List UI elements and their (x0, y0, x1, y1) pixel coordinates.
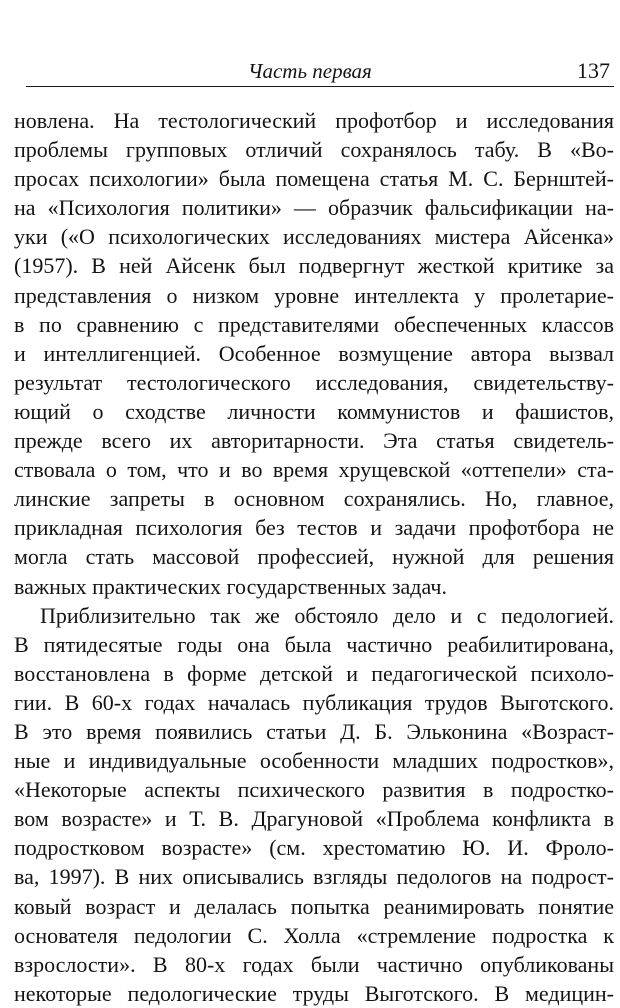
text-line: линские запреты в основном сохранялись. Но, главное, (14, 486, 614, 512)
text-line: ствовала о том, что и во время хрущевской «оттепели» ста- (14, 457, 614, 483)
text-line: основателя педологии С. Холла «стремление подростка к (14, 922, 614, 948)
text-line: на «Психология политики» — образчик фальсификации на- (14, 195, 614, 221)
text-line: просах психологии» была помещена статья М. С. Бернштей- (14, 166, 614, 192)
text-line: в по сравнению с представителями обеспеченных классов (14, 311, 614, 337)
text-line: «Некоторые аспекты психического развития в подростко- (14, 777, 614, 803)
header-rule (26, 86, 614, 87)
text-line: представления о низком уровне интеллекта у пролетарие- (14, 282, 614, 308)
text-line: уки («О психологических исследованиях мистера Айсенка» (14, 224, 614, 250)
text-line: ва, 1997). В них описывались взгляды педологов на подрост- (14, 864, 614, 890)
paragraph-2 (14, 601, 614, 1008)
text-line: взрослости». В 80-х годах были частично опубликованы (14, 951, 614, 977)
text-line: ющий о сходстве личности коммунистов и фашистов, (14, 398, 614, 424)
text-line: (1957). В ней Айсенк был подвергнут жесткой критике за (14, 253, 614, 279)
text-line: В это время появились статьи Д. Б. Эльконина «Возраст- (14, 718, 614, 744)
text-line: ковый возраст и делалась попытка реанимировать понятие (14, 893, 614, 919)
body-text (14, 106, 614, 1008)
text-line: прежде всего их авторитарности. Эта статья свидетель- (14, 428, 614, 454)
paragraph-1 (14, 106, 614, 601)
text-line: восстановлена в форме детской и педагогической психоло- (14, 660, 614, 686)
text-line: проблемы групповых отличий сохранялось табу. В «Во- (14, 137, 614, 163)
text-line: Приблизительно так же обстояло дело и с педологией. (40, 602, 614, 628)
text-line: ные и индивидуальные особенности младших подростков», (14, 748, 614, 774)
text-line: прикладная психология без тестов и задачи профотбора не (14, 515, 614, 541)
text-line: результат тестологического исследования, свидетельству- (14, 369, 614, 395)
text-line: и интеллигенцией. Особенное возмущение автора вызвал (14, 340, 614, 366)
text-line: важных практических государственных задач. (14, 573, 447, 599)
text-line: гии. В 60-х годах началась публикация трудов Выготского. (14, 689, 614, 715)
text-line: новлена. На тестологический профотбор и исследования (14, 108, 614, 133)
text-line: вом возрасте» и Т. В. Драгуновой «Проблема конфликта в (14, 806, 614, 832)
text-line: некоторые педологические труды Выготского. В медицин- (14, 980, 614, 1006)
text-line: подростковом возрасте» (см. хрестоматию Ю. И. Фроло- (14, 835, 614, 861)
text-line: В пятидесятые годы она была частично реабилитирована, (14, 631, 614, 657)
running-head (26, 58, 614, 86)
page-number: 137 (577, 58, 610, 83)
text-line: могла стать массовой профессией, нужной для решения (14, 544, 614, 570)
running-title: Часть первая (248, 59, 372, 83)
